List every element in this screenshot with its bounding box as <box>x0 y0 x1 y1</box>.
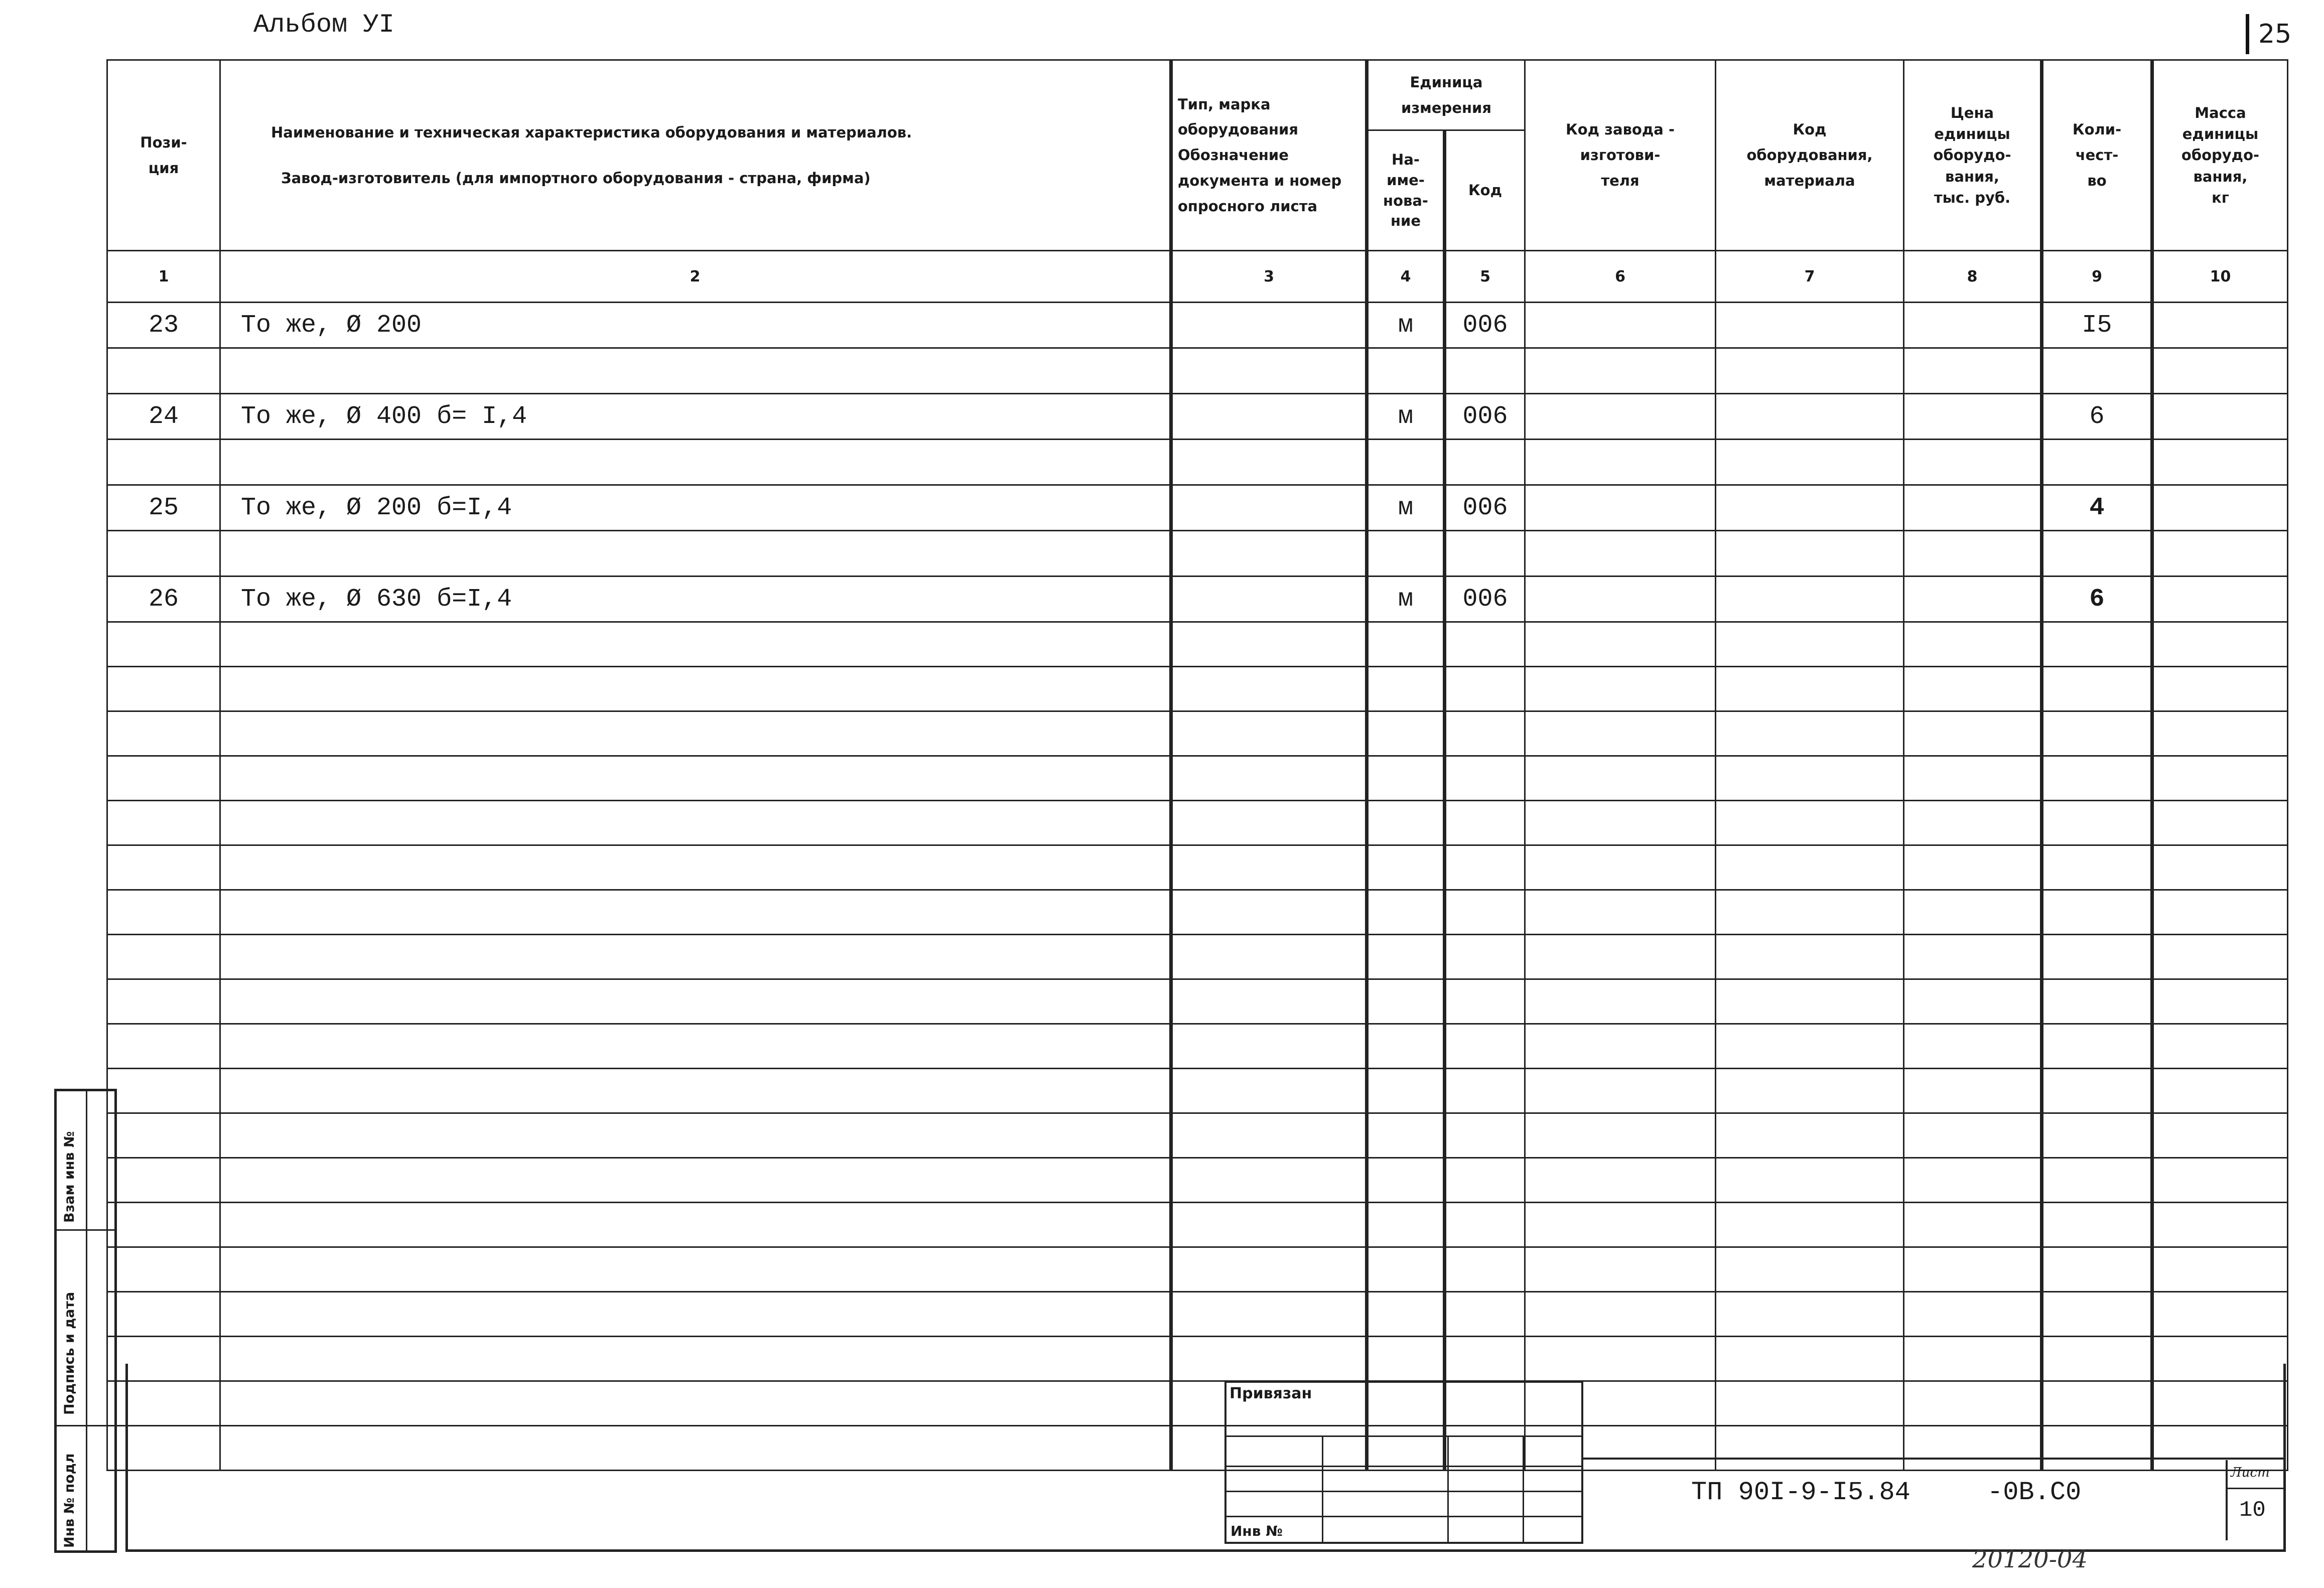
blank-cell <box>2042 1158 2152 1203</box>
blank-cell <box>2152 1069 2288 1113</box>
row-price <box>1904 485 2042 531</box>
sheet-divider <box>2226 1488 2283 1489</box>
column-number-9: 9 <box>2042 251 2152 303</box>
blank-cell <box>220 801 1171 845</box>
binding-line <box>1226 1491 1581 1492</box>
blank-cell <box>1716 845 1904 890</box>
row-unit-code: 006 <box>1445 576 1525 622</box>
row-mass <box>2152 303 2288 348</box>
blank-cell <box>220 1113 1171 1158</box>
blank-cell <box>1525 1069 1716 1113</box>
blank-cell <box>1716 667 1904 711</box>
column-number-1: 1 <box>107 251 220 303</box>
row-position: 23 <box>107 303 220 348</box>
header-quantity: Коли- чест- во <box>2042 60 2152 251</box>
blank-cell <box>1904 935 2042 979</box>
blank-cell <box>1367 1292 1445 1337</box>
blank-cell <box>1716 1069 1904 1113</box>
blank-cell <box>1445 1069 1525 1113</box>
header-type: Тип, марка оборудования Обозначение документа и номер опросного листа <box>1171 60 1367 251</box>
blank-cell <box>1445 1247 1525 1292</box>
blank-cell <box>1171 1069 1367 1113</box>
blank-cell <box>1716 622 1904 667</box>
blank-cell <box>1445 756 1525 801</box>
blank-cell <box>1716 935 1904 979</box>
blank-cell <box>1445 1024 1525 1069</box>
binding-line <box>1226 1466 1581 1467</box>
blank-cell <box>1904 756 2042 801</box>
blank-cell <box>2042 1292 2152 1337</box>
album-title: Альбом УІ <box>253 10 394 40</box>
table-row <box>107 756 2288 801</box>
table-row <box>107 1024 2288 1069</box>
header-name-line1: Наименование и техническая характеристика оборудования и материалов. <box>271 123 912 141</box>
row-factory-code <box>1525 303 1716 348</box>
blank-cell <box>1445 890 1525 935</box>
blank-cell <box>2152 801 2288 845</box>
blank-cell <box>1716 890 1904 935</box>
row-quantity: I5 <box>2042 303 2152 348</box>
blank-cell <box>1716 1247 1904 1292</box>
blank-cell <box>1904 1113 2042 1158</box>
row-name: То же, Ø 200 <box>220 303 1171 348</box>
table-row <box>107 1292 2288 1337</box>
header-equipment-code: Код оборудования, материала <box>1716 60 1904 251</box>
blank-cell <box>1904 1069 2042 1113</box>
row-factory-code <box>1525 394 1716 440</box>
row-unit-code: 006 <box>1445 394 1525 440</box>
blank-cell <box>1171 756 1367 801</box>
blank-cell <box>2042 890 2152 935</box>
blank-cell <box>2152 1292 2288 1337</box>
blank-cell <box>107 890 220 935</box>
table-row <box>107 1113 2288 1158</box>
blank-cell <box>2152 890 2288 935</box>
row-type <box>1171 576 1367 622</box>
row-equipment-code <box>1716 394 1904 440</box>
blank-cell <box>1525 935 1716 979</box>
row-mass <box>2152 576 2288 622</box>
binding-line <box>1322 1435 1323 1542</box>
blank-cell <box>220 711 1171 756</box>
blank-cell <box>107 622 220 667</box>
row-unit: м <box>1367 485 1445 531</box>
blank-cell <box>1445 1158 1525 1203</box>
blank-cell <box>1171 667 1367 711</box>
blank-cell <box>1904 890 2042 935</box>
blank-cell <box>2042 1203 2152 1247</box>
blank-cell <box>1904 1203 2042 1247</box>
archive-number: 20120-04 <box>1972 1545 2088 1573</box>
row-mass <box>2152 485 2288 531</box>
binding-line <box>1523 1435 1524 1542</box>
blank-cell <box>1716 756 1904 801</box>
row-price <box>1904 303 2042 348</box>
blank-cell <box>1367 756 1445 801</box>
blank-cell <box>2152 1158 2288 1203</box>
blank-cell <box>1716 1203 1904 1247</box>
blank-cell <box>220 1292 1171 1337</box>
blank-cell <box>107 801 220 845</box>
blank-cell <box>1445 1203 1525 1247</box>
blank-cell <box>1525 1113 1716 1158</box>
binding-title: Привязан <box>1229 1385 1312 1402</box>
table-row <box>107 531 2288 576</box>
row-quantity: 4 <box>2042 485 2152 531</box>
document-code: ТП 90I-9-I5.84 <box>1691 1478 1910 1507</box>
blank-cell <box>2152 711 2288 756</box>
blank-cell <box>107 1292 220 1337</box>
blank-cell <box>1445 935 1525 979</box>
header-unit-code: Код <box>1445 130 1525 251</box>
blank-cell <box>1904 1024 2042 1069</box>
column-number-4: 4 <box>1367 251 1445 303</box>
column-number-7: 7 <box>1716 251 1904 303</box>
blank-cell <box>2152 935 2288 979</box>
header-unit: Единица измерения <box>1367 60 1525 130</box>
row-type <box>1171 485 1367 531</box>
blank-cell <box>2152 1024 2288 1069</box>
blank-cell <box>107 1024 220 1069</box>
row-equipment-code <box>1716 485 1904 531</box>
blank-cell <box>1525 845 1716 890</box>
blank-cell <box>1367 845 1445 890</box>
blank-cell <box>2152 756 2288 801</box>
column-number-8: 8 <box>1904 251 2042 303</box>
binding-line <box>1226 1435 1581 1437</box>
binding-line <box>1226 1516 1581 1517</box>
blank-cell <box>2042 711 2152 756</box>
row-position: 26 <box>107 576 220 622</box>
blank-cell <box>1716 801 1904 845</box>
blank-cell <box>1367 1113 1445 1158</box>
row-factory-code <box>1525 576 1716 622</box>
row-price <box>1904 394 2042 440</box>
blank-cell <box>1525 1203 1716 1247</box>
row-factory-code <box>1525 485 1716 531</box>
blank-cell <box>2152 1113 2288 1158</box>
blank-cell <box>1367 801 1445 845</box>
sheet-number: 10 <box>2239 1498 2266 1523</box>
blank-cell <box>1367 1069 1445 1113</box>
side-stamp <box>54 1089 117 1553</box>
blank-cell <box>1445 801 1525 845</box>
blank-cell <box>2042 1024 2152 1069</box>
blank-cell <box>1525 1158 1716 1203</box>
blank-cell <box>1171 1158 1367 1203</box>
blank-cell <box>1171 1247 1367 1292</box>
blank-cell <box>2042 801 2152 845</box>
blank-cell <box>220 1024 1171 1069</box>
blank-cell <box>1171 801 1367 845</box>
blank-cell <box>1904 622 2042 667</box>
table-row <box>107 576 2288 622</box>
blank-cell <box>2152 845 2288 890</box>
header-price: Цена единицы оборудо- вания, тыс. руб. <box>1904 60 2042 251</box>
table-row <box>107 667 2288 711</box>
row-name: То же, Ø 200 б=I,4 <box>220 485 1171 531</box>
binding-box <box>1224 1381 1583 1544</box>
blank-cell <box>107 1069 220 1113</box>
blank-cell <box>1716 1292 1904 1337</box>
blank-cell <box>107 1158 220 1203</box>
column-number-5: 5 <box>1445 251 1525 303</box>
blank-cell <box>1904 979 2042 1024</box>
blank-cell <box>107 1203 220 1247</box>
blank-cell <box>2152 1203 2288 1247</box>
blank-cell <box>2042 1069 2152 1113</box>
table-row <box>107 711 2288 756</box>
blank-cell <box>1716 1113 1904 1158</box>
blank-cell <box>1171 1203 1367 1247</box>
blank-cell <box>1171 1113 1367 1158</box>
blank-cell <box>1716 1158 1904 1203</box>
blank-cell <box>1367 1158 1445 1203</box>
blank-cell <box>220 1069 1171 1113</box>
blank-cell <box>220 890 1171 935</box>
table-row <box>107 348 2288 394</box>
blank-cell <box>220 1247 1171 1292</box>
column-number-2: 2 <box>220 251 1171 303</box>
blank-cell <box>107 979 220 1024</box>
blank-cell <box>1367 1203 1445 1247</box>
blank-cell <box>220 979 1171 1024</box>
blank-cell <box>1716 979 1904 1024</box>
table-row <box>107 1158 2288 1203</box>
blank-cell <box>1367 890 1445 935</box>
header-name-line2: Завод-изготовитель (для импортного оборудования - страна, фирма) <box>281 169 871 187</box>
row-type <box>1171 303 1367 348</box>
row-unit-code: 006 <box>1445 485 1525 531</box>
blank-cell <box>107 935 220 979</box>
side-label-inv-podl: Инв № подл <box>62 1453 77 1548</box>
blank-cell <box>1525 1024 1716 1069</box>
blank-cell <box>1525 979 1716 1024</box>
blank-cell <box>220 845 1171 890</box>
blank-cell <box>2042 756 2152 801</box>
side-cell-inv-podl <box>57 1425 114 1550</box>
blank-cell <box>1171 711 1367 756</box>
blank-cell <box>2152 979 2288 1024</box>
blank-cell <box>1904 1292 2042 1337</box>
blank-cell <box>1445 667 1525 711</box>
blank-cell <box>1445 622 1525 667</box>
blank-cell <box>107 1247 220 1292</box>
blank-cell <box>1367 622 1445 667</box>
blank-cell <box>2152 1247 2288 1292</box>
blank-cell <box>1525 622 1716 667</box>
row-unit: м <box>1367 303 1445 348</box>
blank-cell <box>2152 622 2288 667</box>
blank-cell <box>107 845 220 890</box>
blank-cell <box>1525 801 1716 845</box>
blank-cell <box>1367 1024 1445 1069</box>
blank-cell <box>1445 845 1525 890</box>
side-cell-podpis <box>57 1229 114 1426</box>
row-quantity: 6 <box>2042 394 2152 440</box>
blank-cell <box>2042 935 2152 979</box>
blank-cell <box>2042 1247 2152 1292</box>
blank-cell <box>1445 711 1525 756</box>
column-number-6: 6 <box>1525 251 1716 303</box>
blank-cell <box>1716 1024 1904 1069</box>
table-row <box>107 622 2288 667</box>
side-label-vzam: Взам инв № <box>62 1131 77 1223</box>
row-position: 25 <box>107 485 220 531</box>
equipment-spec-table <box>106 59 2288 1471</box>
binding-line <box>1447 1435 1449 1542</box>
blank-cell <box>2042 979 2152 1024</box>
blank-cell <box>1367 935 1445 979</box>
table-row <box>107 979 2288 1024</box>
row-name: То же, Ø 400 б= I,4 <box>220 394 1171 440</box>
header-factory-code: Код завода - изготови- теля <box>1525 60 1716 251</box>
blank-cell <box>1525 1247 1716 1292</box>
row-unit: м <box>1367 576 1445 622</box>
blank-cell <box>1904 711 2042 756</box>
blank-cell <box>1367 667 1445 711</box>
row-equipment-code <box>1716 303 1904 348</box>
blank-cell <box>1171 845 1367 890</box>
blank-cell <box>220 667 1171 711</box>
blank-cell <box>107 1113 220 1158</box>
blank-cell <box>1525 890 1716 935</box>
title-block-line <box>1583 1458 2286 1460</box>
row-position: 24 <box>107 394 220 440</box>
blank-cell <box>1525 711 1716 756</box>
table-row <box>107 1069 2288 1113</box>
header-unit-name: На- име- нова- ние <box>1367 130 1445 251</box>
table-row <box>107 935 2288 979</box>
blank-cell <box>1171 622 1367 667</box>
side-label-podpis: Подпись и дата <box>62 1291 77 1415</box>
blank-cell <box>107 667 220 711</box>
blank-cell <box>1367 711 1445 756</box>
table-row <box>107 801 2288 845</box>
row-price <box>1904 576 2042 622</box>
blank-cell <box>1367 979 1445 1024</box>
blank-cell <box>107 756 220 801</box>
blank-cell <box>1904 667 2042 711</box>
blank-cell <box>1445 979 1525 1024</box>
blank-cell <box>1904 801 2042 845</box>
document-suffix: -0В.С0 <box>1987 1478 2082 1507</box>
row-type <box>1171 394 1367 440</box>
blank-cell <box>1445 1113 1525 1158</box>
table-row <box>107 394 2288 440</box>
blank-cell <box>2042 845 2152 890</box>
row-unit: м <box>1367 394 1445 440</box>
row-equipment-code <box>1716 576 1904 622</box>
row-mass <box>2152 394 2288 440</box>
blank-cell <box>220 1158 1171 1203</box>
blank-cell <box>2042 622 2152 667</box>
blank-cell <box>1525 756 1716 801</box>
column-number-10: 10 <box>2152 251 2288 303</box>
table-row <box>107 1203 2288 1247</box>
header-mass: Масса единицы оборудо- вания, кг <box>2152 60 2288 251</box>
blank-cell <box>2152 667 2288 711</box>
row-name: То же, Ø 630 б=I,4 <box>220 576 1171 622</box>
header-position: Пози- ция <box>107 60 220 251</box>
blank-cell <box>1171 935 1367 979</box>
blank-cell <box>220 622 1171 667</box>
row-unit-code: 006 <box>1445 303 1525 348</box>
blank-cell <box>1525 667 1716 711</box>
table-row <box>107 1247 2288 1292</box>
blank-cell <box>1367 1247 1445 1292</box>
blank-cell <box>1904 1158 2042 1203</box>
blank-cell <box>107 711 220 756</box>
table-row <box>107 890 2288 935</box>
table-row <box>107 485 2288 531</box>
table-row <box>107 303 2288 348</box>
table-row <box>107 440 2288 485</box>
blank-cell <box>1171 1024 1367 1069</box>
blank-cell <box>1904 1247 2042 1292</box>
blank-cell <box>220 756 1171 801</box>
side-cell-vzam <box>57 1091 114 1231</box>
blank-cell <box>1525 1292 1716 1337</box>
row-quantity: 6 <box>2042 576 2152 622</box>
blank-cell <box>220 935 1171 979</box>
blank-cell <box>2042 1113 2152 1158</box>
blank-cell <box>1716 711 1904 756</box>
blank-cell <box>220 1203 1171 1247</box>
binding-inv-label: Инв № <box>1231 1523 1283 1539</box>
column-number-3: 3 <box>1171 251 1367 303</box>
blank-cell <box>1171 1292 1367 1337</box>
blank-cell <box>2042 667 2152 711</box>
blank-cell <box>1171 979 1367 1024</box>
page-number: 25 <box>2246 14 2301 54</box>
sheet-label: Лист <box>2231 1465 2270 1480</box>
blank-cell <box>1445 1292 1525 1337</box>
blank-cell <box>1171 890 1367 935</box>
header-name <box>220 60 1171 251</box>
blank-cell <box>1904 845 2042 890</box>
table-row <box>107 845 2288 890</box>
